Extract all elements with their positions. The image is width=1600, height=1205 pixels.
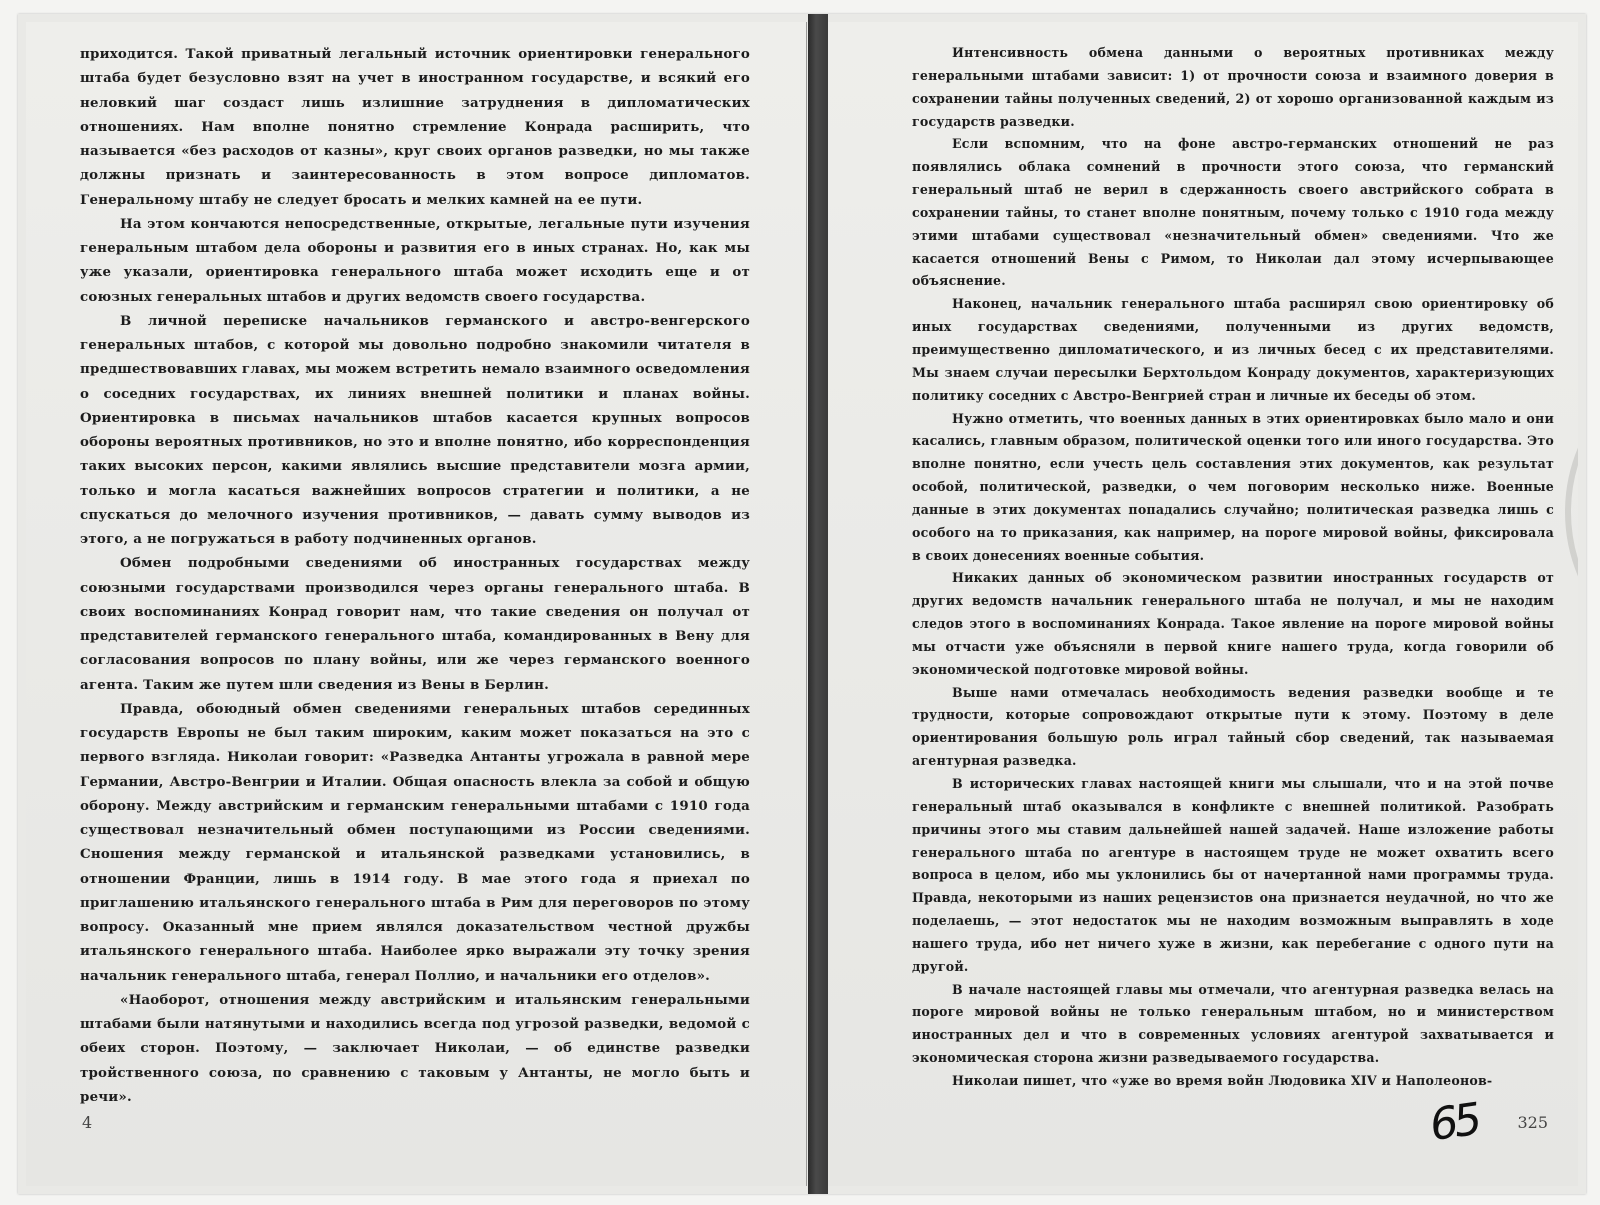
library-stamp-watermark: [1558, 322, 1578, 702]
book-gutter: [808, 14, 828, 1194]
paragraph: Нужно отметить, что военных данных в этих ориентировках было мало и они касались, главным образом, политической оценки того или иного государства. Это вполне понятно, если учесть цель составления этих документов, как результат особой, политической, разведки, о чем поговорим несколько ниже. Военные данные в этих документах попадались случайно; политическая разведка лишь с особого на то приказания, как например, на пороге мировой войны, фиксировала в своих донесениях военные события.: [912, 410, 1554, 563]
right-page: [828, 22, 1578, 1186]
paragraph: Если вспомним, что на фоне австро-германских отношений не раз появлялись облака сомнений в прочности этого союза, что германский генеральный штаб не верил в сдержанность своего австрийского собрата в сохранении тайны, то станет вполне понятным, почему только с 1910 года между этими штабами существовал «незначительный обмен» сведениями. Что же касается отношений Вены с Римом, то Николаи дал этому исчерпывающее объяснение.: [912, 136, 1554, 289]
paragraph: Обмен подробными сведениями об иностранных государствах между союзными государствами производился через органы генерального штаба. В своих воспоминаниях Конрад говорит нам, что такие сведения он получал от представителей германского генерального штаба, командированных в Вену для согласования вопросов по плану войны, или же через германского военного агента. Таким же путем шли сведения из Вены в Берлин.: [80, 555, 750, 693]
left-page-text: [80, 42, 750, 1109]
paragraph: «Наоборот, отношения между австрийским и итальянским генеральными штабами были натянутыми и находились всегда под угрозой разведки, ведомой с обеих сторон. Поэтому, — заключает Николаи, — об единстве разведки тройственного союза, по сравнению с таковым у Антанты, не могло быть и речи».: [80, 991, 750, 1105]
paragraph: В личной переписке начальников германского и австро-венгерского генеральных штабов, с которой мы довольно подробно знакомили читателя в предшествовавших главах, мы можем встретить немало взаимного осведомления о соседних государствах, их линиях внешней политики и планах войны. Ориентировка в письмах начальников штабов касается крупных вопросов обороны вероятных противников, но это и вполне понятно, ибо корреспонденция таких высоких персон, какими являлись высшие представители мозга армии, только и могла касаться важнейших вопросов стратегии и политики, а не спускаться до мелочного изучения противников, — давать сумму выводов из этого, а не погружаться в работу подчиненных органов.: [80, 312, 750, 547]
right-page-text: [912, 42, 1554, 1093]
paragraph: Правда, обоюдный обмен сведениями генеральных штабов серединных государств Европы не был таким широким, каким может показаться на это с первого взгляда. Николаи говорит: «Разведка Антанты угрожала в равной мере Германии, Австро-Венгрии и Италии. Общая опасность влекла за собой и общую оборону. Между австрийским и германским генеральными штабами с 1910 года существовал незначительный обмен поступающими из России сведениями. Сношения между германской и итальянской разведками установились, в отношении Франции, лишь в 1914 году. В мае этого года я приехал по приглашению итальянского генерального штаба в Рим для переговоров по этому вопросу. Оказанный мне прием являлся доказательством честной дружбы итальянского генерального штаба. Наиболее ярко выражали эту точку зрения начальник генерального штаба, генерал Поллио, и начальники его отделов».: [80, 700, 750, 984]
left-page: [26, 22, 807, 1186]
paragraph: В исторических главах настоящей книги мы слышали, что и на этой почве генеральный штаб оказывался в конфликте с внешней политикой. Разобрать причины этого мы ставим дальнейшей нашей задачей. Наше изложение работы генерального штаба по агентуре в настоящем труде не может охватить всего вопроса в целом, ибо мы уклонились бы от начертанной нами программы труда. Правда, некоторыми из наших рецензистов она признается неудачной, но что же поделаешь, — этот недостаток мы не находим возможным выправлять в ходе нашего труда, ибо нет ничего хуже в жизни, как перебегание с одного пути на другой.: [912, 776, 1554, 974]
paragraph: Интенсивность обмена данными о вероятных противниках между генеральными штабами зависит: 1) от прочности союза и взаимного доверия в сохранении тайны полученных сведений, 2) от хорошо организованной каждым из государств разведки.: [912, 45, 1554, 129]
paragraph: На этом кончаются непосредственные, открытые, легальные пути изучения генеральным штабом дела обороны и развития его в иных странах. Но, как мы уже указали, ориентировка генерального штаба может исходить еще и от союзных генеральных штабов и других ведомств своего государства.: [80, 215, 750, 305]
left-page-folio: 4: [82, 1113, 93, 1132]
right-page-folio: 325: [1517, 1113, 1548, 1132]
paragraph: Выше нами отмечалась необходимость ведения разведки вообще и те трудности, которые сопровождают открытые пути к этому. Поэтому в деле ориентирования большую роль играл тайный сбор сведений, так называемая агентурная разведка.: [912, 684, 1554, 769]
paragraph: Никаких данных об экономическом развитии иностранных государств от других ведомств начальник генерального штаба не получал, и мы не находим следов этого в воспоминаниях Конрада. Такое явление на пороге мировой войны мы отчасти уже объясняли в первой книге нашего труда, когда говорили об экономической подготовке мировой войны.: [912, 570, 1554, 677]
handwritten-page-number: 65: [1429, 1093, 1479, 1152]
paragraph: приходится. Такой приватный легальный источник ориентировки генерального штаба будет безусловно взят на учет в иностранном государстве, и всякий его неловкий шаг создаст лишь излишние затруднения в дипломатических отношениях. Нам вполне понятно стремление Конрада расширить, что называется «без расходов от казны», круг своих органов разведки, но мы также должны признать и заинтересованность в этом вопросе дипломатов. Генеральному штабу не следует бросать и мелких камней на ее пути.: [80, 46, 750, 208]
paragraph: В начале настоящей главы мы отмечали, что агентурная разведка велась на пороге мировой войны не только генеральным штабом, но и министерством иностранных дел и что в современных условиях агентурой захватывается и экономическая сторона жизни разведываемого государства.: [912, 981, 1554, 1066]
paragraph: Николаи пишет, что «уже во время войн Людовика XIV и Наполеонов-: [952, 1072, 1493, 1088]
paragraph: Наконец, начальник генерального штаба расширял свою ориентировку об иных государствах сведениями, полученными из других ведомств, преимущественно дипломатического, и из личных бесед с их представителями. Мы знаем случаи пересылки Берхтольдом Конраду документов, характеризующих политику соседних с Австро-Венгрией стран и личные их беседы об этом.: [912, 296, 1554, 403]
book-photograph: [18, 14, 1586, 1194]
